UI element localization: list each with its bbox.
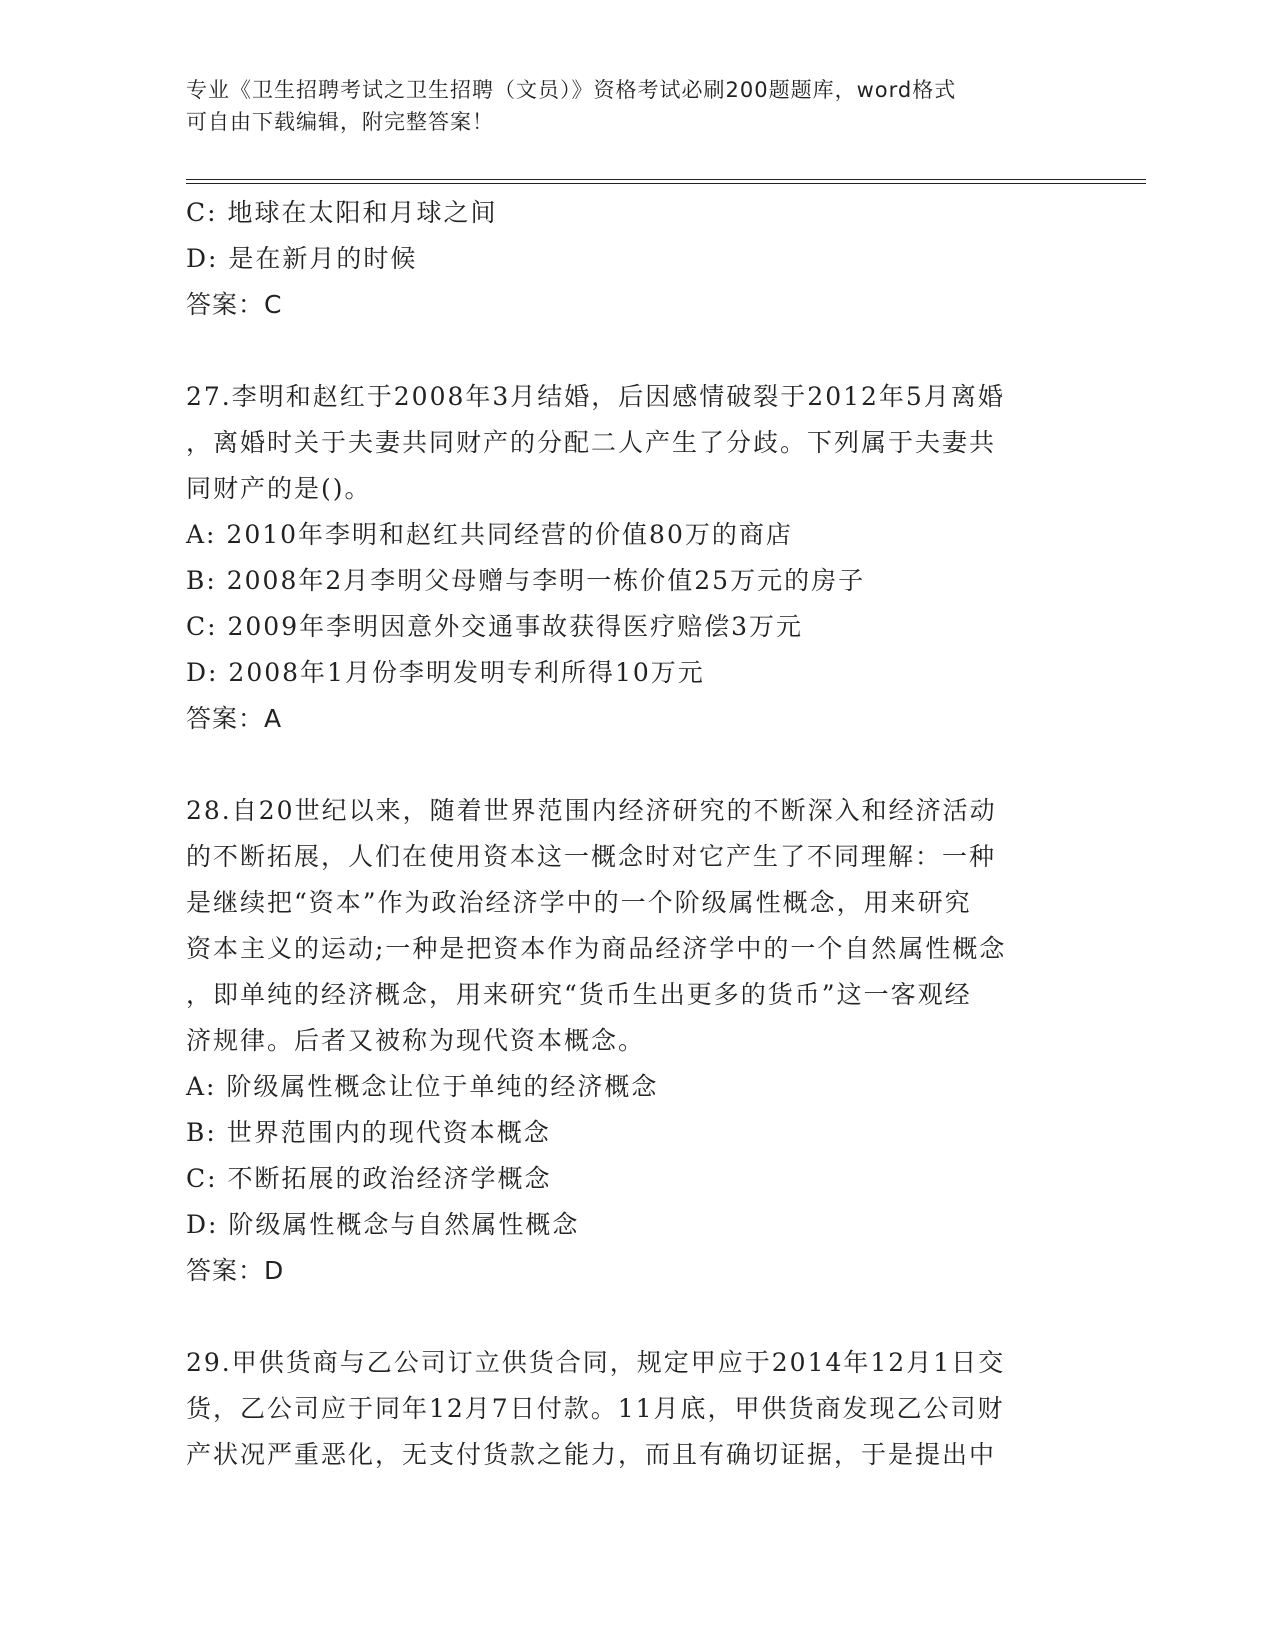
option-d: D: 2008年1月份李明发明专利所得10万元: [186, 658, 705, 687]
question-stem-line: 货，乙公司应于同年12月7日付款。11月底，甲供货商发现乙公司财: [186, 1394, 1005, 1423]
header-line-1: 专业《卫生招聘考试之卫生招聘（文员）》资格考试必刷200题题库，word格式: [186, 78, 957, 102]
option-c: C: 不断拓展的政治经济学概念: [186, 1164, 552, 1193]
option-a: A: 2010年李明和赵红共同经营的价值80万的商店: [186, 520, 793, 549]
question-stem-line: 29.甲供货商与乙公司订立供货合同，规定甲应于2014年12月1日交: [186, 1348, 1006, 1377]
question-stem-line: 27.李明和赵红于2008年3月结婚，后因感情破裂于2012年5月离婚: [186, 382, 1005, 411]
question-stem-line: 是继续把“资本”作为政治经济学中的一个阶级属性概念，用来研究: [186, 888, 972, 917]
option-d: D: 是在新月的时候: [186, 244, 418, 273]
spacer: [186, 742, 1086, 788]
question-stem-line: 的不断拓展，人们在使用资本这一概念时对它产生了不同理解：一种: [186, 842, 997, 871]
question-28: [186, 788, 1086, 1294]
answer-line: 答案：C: [186, 290, 283, 319]
question-stem-line: 济规律。后者又被称为现代资本概念。: [186, 1026, 646, 1055]
spacer: [186, 328, 1086, 374]
question-stem-line: ，即单纯的经济概念，用来研究“货币生出更多的货币”这一客观经: [186, 980, 972, 1009]
option-b: B: 2008年2月李明父母赠与李明一栋价值25万元的房子: [186, 566, 866, 595]
answer-line: 答案：A: [186, 704, 283, 733]
question-stem-line: 28.自20世纪以来，随着世界范围内经济研究的不断深入和经济活动: [186, 796, 997, 825]
header-divider-bottom: [186, 183, 1146, 184]
question-stem-line: 产状况严重恶化，无支付货款之能力，而且有确切证据，于是提出中: [186, 1440, 997, 1469]
option-d: D: 阶级属性概念与自然属性概念: [186, 1210, 580, 1239]
header-divider-top: [186, 179, 1146, 180]
question-stem-line: 资本主义的运动;一种是把资本作为商品经济学中的一个自然属性概念: [186, 934, 1007, 963]
question-stem-line: 同财产的是()。: [186, 474, 372, 503]
question-stem-line: ，离婚时关于夫妻共同财产的分配二人产生了分歧。下列属于夫妻共: [186, 428, 997, 457]
option-c: C: 地球在太阳和月球之间: [186, 198, 498, 227]
option-a: A: 阶级属性概念让位于单纯的经济概念: [186, 1072, 659, 1101]
spacer: [186, 1294, 1086, 1340]
answer-line: 答案：D: [186, 1256, 285, 1285]
question-26-tail: [186, 190, 1086, 328]
option-c: C: 2009年李明因意外交通事故获得医疗赔偿3万元: [186, 612, 804, 641]
header-line-2: 可自由下载编辑，附完整答案！: [186, 110, 494, 134]
page-header: [186, 74, 1086, 138]
question-29: [186, 1340, 1086, 1478]
question-content: [186, 190, 1086, 1478]
option-b: B: 世界范围内的现代资本概念: [186, 1118, 551, 1147]
question-27: [186, 374, 1086, 742]
